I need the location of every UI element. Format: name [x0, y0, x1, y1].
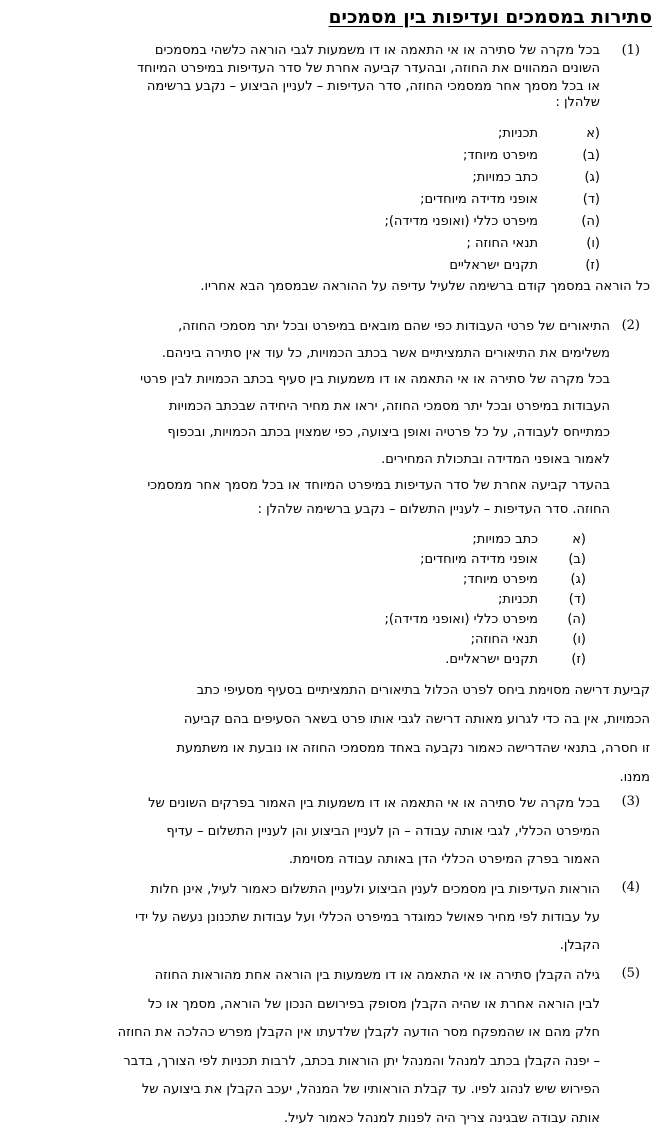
section-paragraph: [10, 790, 600, 874]
list-item: [40, 258, 600, 280]
list-item: [40, 148, 600, 170]
list-item-marker: (ז): [571, 652, 586, 667]
list-item-marker: (א: [586, 126, 600, 141]
list-item-text: תנאי החוזה ;: [466, 236, 538, 251]
section-paragraph: [10, 42, 600, 110]
text-line: הקבלן.: [559, 938, 600, 953]
list-item-marker: (ה): [567, 612, 586, 627]
list-item-text: תכניות;: [498, 592, 538, 607]
text-line: בהעדר קביעה אחרת של סדר העדיפות במיפרט המיוחד או בכל מסמך אחר ממסמכי: [147, 478, 610, 493]
text-line: – יפנה הקבלן בכתב למנהל והמנהל יתן הוראות בכתב, לרבות תכניות לפי הצורך, בדבר: [123, 1053, 600, 1069]
list-item-marker: (ו): [586, 236, 600, 251]
text-line: לבין הוראה אחרת או שהיה הקבלן מסופק בפירושם הנכון של הוראה, מסמך או כל: [147, 996, 600, 1012]
list-item-text: כתב כמויות;: [472, 170, 538, 185]
text-line: לאמור באופני המדידה ובתכולת המחירים.: [381, 451, 610, 467]
list-item-marker: (ז): [585, 258, 600, 273]
list-item-text: תכניות;: [498, 126, 538, 141]
section-number: (4): [621, 880, 640, 895]
section-number: (5): [621, 966, 640, 981]
list-item: [40, 532, 600, 552]
text-line: גילה הקבלן סתירה או אי התאמה או דו משמעות בין הוראה אחת מהוראות החוזה: [154, 968, 600, 983]
list-item-text: מיפרט כללי (ואופני מדידה);: [384, 612, 538, 627]
text-line: חלק מהם או שהמפקח מסר הודעה לקבלן שלדעתו אין הקבלן מפרש כהלכה את החוזה: [117, 1025, 600, 1040]
text-line: ממנו.: [619, 770, 650, 785]
list-item-marker: (ד): [568, 592, 586, 607]
section-paragraph-continued: [10, 676, 650, 792]
list-item-text: תנאי החוזה;: [470, 632, 538, 647]
text-line: בכל מקרה של סתירה או אי התאמה או דו משמעות בין האמור בפרקים השונים של: [148, 796, 600, 811]
list-item-text: מיפרט מיוחד;: [462, 148, 538, 163]
list-item: [40, 126, 600, 148]
section-number: (1): [621, 43, 640, 58]
list-item-text: מיפרט כללי (ואופני מדידה);: [384, 214, 538, 229]
text-line: השונים המהווים את החוזה, ובהעדר קביעה אחרת של סדר העדיפות במיפרט המיוחד: [136, 61, 600, 76]
text-line: בכל מקרה של סתירה או אי התאמה או דו משמעות לגבי הוראה כלשהי במסמכים: [154, 43, 600, 58]
list-item-text: כתב כמויות;: [472, 532, 538, 547]
list-item-marker: (ג): [570, 572, 586, 587]
priority-list: [40, 126, 600, 280]
text-line: הוראות העדיפות בין מסמכים לענין הביצוע ולעניין התשלום כאמור לעיל, אינן חלות: [150, 882, 600, 897]
section-paragraph: [10, 314, 610, 520]
list-item: [40, 214, 600, 236]
list-item-marker: (ג): [584, 170, 600, 185]
list-item: [40, 652, 600, 672]
list-item-text: מיפרט מיוחד;: [462, 572, 538, 587]
text-line: המיפרט הכללי, לגבי אותה עבודה – הן לעניין הביצוע והן לעניין התשלום – עדיף: [166, 824, 600, 839]
section-number: (2): [621, 318, 640, 333]
text-line: זו חסרה, בתנאי שהדרישה כאמור נקבעה באחד ממסמכי החוזה או נובעת או משתמעת: [176, 741, 650, 756]
text-line: שלהלן :: [555, 96, 600, 110]
list-item-text: אופני מדידה מיוחדים;: [420, 192, 538, 207]
list-item: [40, 592, 600, 612]
text-line: על עבודות לפי מחיר פאושל כמוגדר במיפרט הכללי ועל עבודות שתכנונן נעשה על ידי: [135, 910, 600, 925]
list-item-text: תקנים ישראליים: [449, 258, 538, 273]
list-item-text: אופני מדידה מיוחדים;: [420, 552, 538, 567]
text-line: משלימים את התיאורים התמציתיים אשר בכתב הכמויות, כל עוד אין סתירה ביניהם.: [161, 345, 610, 361]
list-item: [40, 552, 600, 572]
list-item-marker: (ד): [582, 192, 600, 207]
section-paragraph: [10, 876, 600, 960]
text-line: התיאורים של פרטי העבודות כפי שהם מובאים במיפרט ובכל יתר מסמכי החוזה,: [178, 319, 610, 334]
text-line: כל הוראה במסמך קודם ברשימה שלעיל עדיפה על ההוראה שבמסמך הבא אחריו.: [200, 279, 650, 294]
list-item-marker: (ב): [568, 552, 586, 567]
list-item: [40, 612, 600, 632]
list-item: [40, 236, 600, 258]
list-item: [40, 572, 600, 592]
text-line: הפירוש שיש לנהוג לפיו. עד קבלת הוראותיו של המנהל, יעכב הקבלן את ביצועה של: [141, 1082, 600, 1097]
list-item: [40, 170, 600, 192]
text-line: העבודות במיפרט ובכל יתר מסמכי החוזה, יראו את מחיר היחידה שבכתב הכמויות: [168, 398, 610, 414]
text-line: קביעת דרישה מסוימת ביחס לפרט הכלול בתיאורים התמציתיים בסעיף מסעיפי כתב: [196, 683, 650, 698]
section-note: [10, 278, 650, 296]
list-item-marker: (ה): [581, 214, 600, 229]
list-item-marker: (א: [572, 532, 586, 547]
text-line: האמור בפרק המיפרט הכללי הדן באותה עבודה מסוימת.: [288, 852, 600, 867]
text-line: החוזה. סדר העדיפות – לעניין התשלום – נקבע ברשימה שלהלן :: [257, 501, 610, 517]
list-item-marker: (ו): [572, 632, 586, 647]
document-title: סתירות במסמכים ועדיפות בין מסמכים: [328, 7, 652, 28]
text-line: הכמויות, אין בה כדי לגרוע מאותה דרישה לגבי אותו פרט בשאר הסעיפים בהם קביעה: [183, 712, 650, 727]
list-item: [40, 192, 600, 214]
list-item: [40, 632, 600, 652]
section-paragraph: [10, 962, 600, 1133]
section-number: (3): [621, 794, 640, 809]
text-line: בכל מקרה של סתירה או אי התאמה או דו משמעות בין סעיף בכתב הכמויות לבין פרטי: [140, 372, 610, 387]
text-line: או בכל מסמך אחר ממסמכי החוזה, סדר העדיפות – לעניין הביצוע – נקבע ברשימה: [146, 79, 600, 94]
list-item-text: תקנים ישראליים.: [445, 652, 538, 667]
list-item-marker: (ב): [582, 148, 600, 163]
text-line: אותה עבודה שבגינה צריך היה לפנות למנהל כאמור לעיל.: [284, 1110, 600, 1126]
text-line: כמתייחס לעבודה, על כל פרטיה ואופן ביצועה, כפי שמצוין בכתב הכמויות, ובכפוף: [167, 425, 610, 440]
payment-priority-list: [40, 532, 600, 672]
